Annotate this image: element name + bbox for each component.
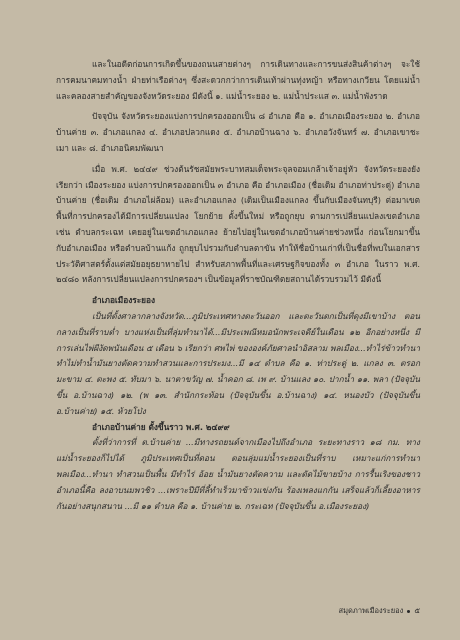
section-body-ban-khai: ตั้งที่ว่าการที่ ต.บ้านค่าย ...มีทางรถยนต์จากเมืองไปถึงอำเภอ ระยะทางราว ๑๘ กม. ทางแม่น้ำระยองก็ไปได้ ภูมิประเทศเป็นที่ดอน ตอนลุ่มแม่น้ำระยองเป็นที่ราบ เหมาะแก่การทำนา พลเมือง...ทำนา ทำสวนเป็นพื้น มีทำไร่ อ้อย น้ำมันยางตัดความ และตัดไม้ขายบ้าง การรื้นเริงของชาวอำเภอนี้คือ ลงอาบนมพวชิว ...เพราะปีมีที่ลี้ทำเร็วมาข้าวแข่งกัน ร้องเพลงแกกัน เสร็จแล้วก็เลี้ยงอาหารกันอย่างสนุกสนาน ...มี ๑๑ ตำบล คือ ๑. บ้านค่าย ๒. กระเฉท (ปัจจุบันขึ้น อ.เมืองระยอง) bbox=[56, 437, 420, 511]
section-heading-ban-khai: อำเภอบ้านค่าย ตั้งขึ้นราว พ.ศ. ๒๔๙๙ bbox=[92, 421, 230, 432]
page-number: ๕ bbox=[414, 606, 420, 615]
paragraph-1: และในอดีตก่อนการเกิดขึ้นของถนนสายต่างๆ การเดินทางและการขนส่งสินค้าต่างๆ จะใช้การคมนาคมทางน้ำ ฝ่ายท่าเรือต่างๆ ซึ่งสะดวกกว่าการเดินเท้าผ่านทุ่งหญ้า หรือทางเกวียน โดยแม่น้ำและคลองสายสำคัญของจังหวัดระยอง มีดังนี้ ๑. แม่น้ำระยอง ๒. แม่น้ำประแส ๓. แม่น้ำพังราด bbox=[56, 59, 420, 101]
paragraph-3: เมื่อ พ.ศ. ๒๔๔๙ ช่วงต้นรัชสมัยพระบาทสมเด็จพระจุลจอมเกล้าเจ้าอยู่หัว จังหวัดระยองยังเรียกว่า เมืองระยอง แบ่งการปกครองออกเป็น ๓ อำเภอ คือ อำเภอเมือง (ชื่อเดิม อำเภอท่าประดู่) อำเภอบ้านค่าย (ชื่อเดิม อำเภอไผ่ล้อม) และอำเภอแกลง (เดิมเป็นเมืองแกลง ขึ้นกับเมืองจันทบุรี) ต่อมาเขตพื้นที่การปกครองได้มีการเปลี่ยนแปลง โยกย้าย ตั้งขึ้นใหม่ หรือถูกยุบ ตามการเปลี่ยนแปลงเขตอำเภอ เช่น ตำบลกระเฉท เคยอยู่ในเขตอำเภอแกลง ย้ายไปอยู่ในเขตอำเภอบ้านค่ายช่วงหนึ่ง ก่อนโยกมาขึ้นกับอำเภอเมือง หรือตำบลบ้านแก้ง ถูกยุบไปรวมกับตำบลตาขัน ทำให้ชื่อบ้านเก่าที่เป็นชื่อที่พบในเอกสารประวัติศาสตร์ตั้งแต่สมัยอยุธยาหายไป สำหรับสภาพพื้นที่และเศรษฐกิจของทั้ง ๓ อำเภอ ในราว พ.ศ. ๒๔๘๐ หลังการเปลี่ยนแปลงการปกครองฯ เป็นข้อมูลที่ราชบัณฑิตยสถานได้รวบรวมไว้ มีดังนี้ bbox=[56, 163, 420, 285]
page-footer bbox=[339, 605, 420, 617]
section-heading-mueang: อำเภอเมืองระยอง bbox=[92, 295, 156, 306]
bullet-separator-icon bbox=[407, 610, 410, 613]
paragraph-2: ปัจจุบัน จังหวัดระยองแบ่งการปกครองออกเป็น ๘ อำเภอ คือ ๑. อำเภอเมืองระยอง ๒. อำเภอบ้านค่าย ๓. อำเภอแกลง ๔. อำเภอปลวกแดง ๕. อำเภอบ้านฉาง ๖. อำเภอวังจันทร์ ๗. อำเภอเขาชะเมา และ ๘. อำเภอนิคมพัฒนา bbox=[56, 111, 420, 153]
section-body-mueang: เป็นที่ตั้งศาลากลางจังหวัด...ภูมิประเทศทางตะวันออก และตะวันตกเป็นที่ดุงมีเขาบ้าง ตอนกลางเป็นที่ราบต่ำ บางแห่งเป็นที่ลุ่มทำนาได้...มีประเพณีหมอนักพระเจดีย์ในเดือน ๑๒ อีกอย่างหนึ่ง มีการเล่นไพ่ผีงัดพนันเดือน ๕ เดือน ๖ เรียกว่า ศพไพ่ ขององค์ภัยศาลนำอิสลาม พลเมือง...ทำไร่ข้าวทำนาทำไม่ทำน้ำมันยางตัดความทำสวนและการประมง...มี ๑๔ ตำบล คือ ๑. ท่าประดู่ ๒. แกลง ๓. ตรอกมะขาม ๔. ตะพง ๕. ทับมา ๖. นาตาขวัญ ๗. น้ำคอก ๘. เพ ๙. บ้านแลง ๑๐. ปากน้ำ ๑๑. พลา (ปัจจุบันขึ้น อ.บ้านฉาง) ๑๒. (พ ๑๓. สำนักกระท้อน (ปัจจุบันขึ้น อ.บ้านฉาง) ๑๔. หนองบัว (ปัจจุบันขึ้น อ.บ้านค่าย) ๑๕. ห้วยโป่ง bbox=[56, 310, 420, 416]
footer-title: สมุดภาพเมืองระยอง bbox=[338, 606, 404, 615]
body-text bbox=[56, 57, 420, 514]
